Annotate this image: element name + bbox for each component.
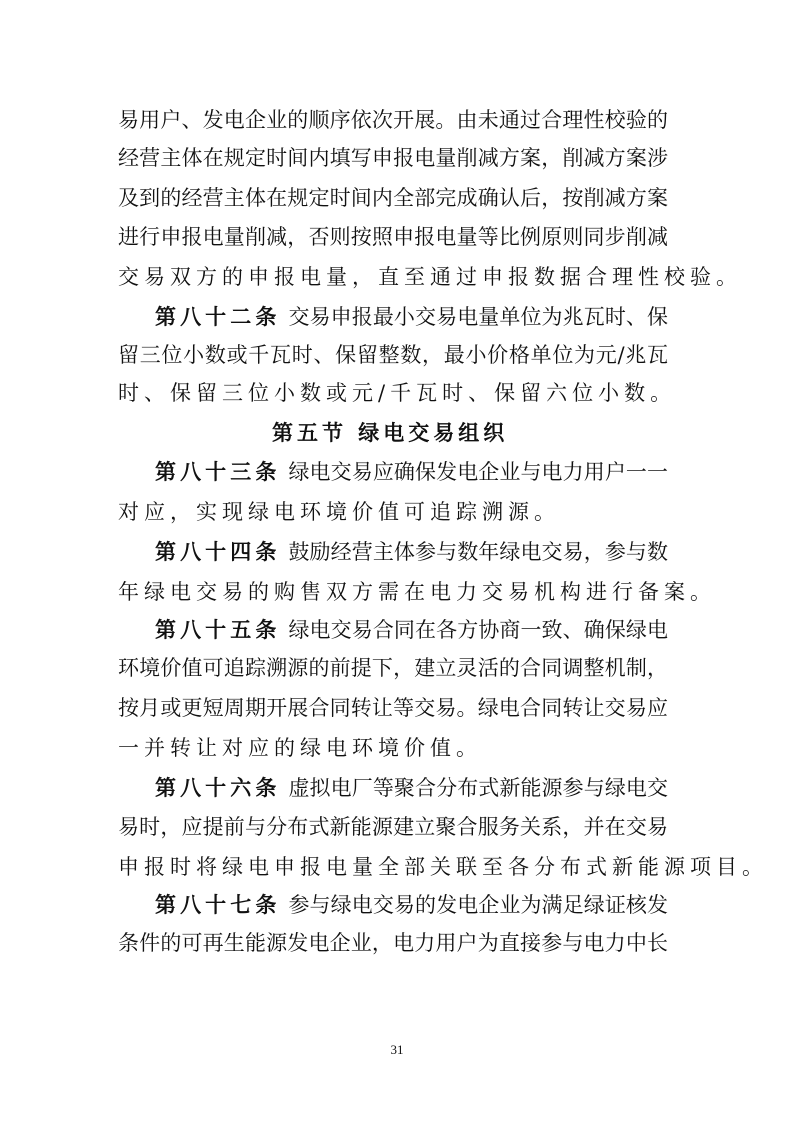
paragraph-line: 进行申报电量削减，否则按照申报电量等比例原则同步削减 bbox=[118, 225, 668, 249]
section-heading: 第五节 绿电交易组织 bbox=[272, 420, 509, 445]
article-text: 绿电交易应确保发电企业与电力用户一一 bbox=[288, 460, 669, 484]
paragraph-line: 一并转让对应的绿电环境价值。 bbox=[118, 736, 482, 760]
paragraph-line: 易时，应提前与分布式新能源建立聚合服务关系，并在交易 bbox=[118, 815, 668, 839]
paragraph-line: 年绿电交易的购售双方需在电力交易机构进行备案。 bbox=[118, 580, 716, 604]
paragraph-line: 留三位小数或千瓦时、保留整数，最小价格单位为元/兆瓦 bbox=[118, 343, 668, 367]
paragraph-line: 及到的经营主体在规定时间内全部完成确认后，按削减方案 bbox=[118, 186, 668, 210]
article-label: 第八十三条 bbox=[155, 459, 281, 484]
paragraph-line: 交易双方的申报电量，直至通过申报数据合理性校验。 bbox=[118, 265, 742, 289]
article-text: 参与绿电交易的发电企业为满足绿证核发 bbox=[288, 893, 669, 917]
article-text: 虚拟电厂等聚合分布式新能源参与绿电交 bbox=[288, 776, 669, 800]
article-82 bbox=[155, 302, 668, 332]
article-text: 鼓励经营主体参与数年绿电交易，参与数 bbox=[288, 540, 669, 564]
paragraph-line: 环境价值可追踪溯源的前提下，建立灵活的合同调整机制， bbox=[118, 656, 668, 680]
article-86 bbox=[155, 773, 668, 803]
article-label: 第八十四条 bbox=[155, 539, 281, 564]
article-83 bbox=[155, 457, 668, 487]
article-87 bbox=[155, 890, 668, 920]
paragraph-line: 按月或更短周期开展合同转让等交易。绿电合同转让交易应 bbox=[118, 696, 668, 720]
article-label: 第八十七条 bbox=[155, 892, 281, 917]
article-label: 第八十五条 bbox=[155, 617, 281, 642]
paragraph-line: 条件的可再生能源发电企业，电力用户为直接参与电力中长 bbox=[118, 931, 668, 955]
paragraph-line: 经营主体在规定时间内填写申报电量削减方案，削减方案涉 bbox=[118, 146, 668, 170]
article-label: 第八十二条 bbox=[155, 304, 281, 329]
article-label: 第八十六条 bbox=[155, 775, 281, 800]
paragraph-line: 申报时将绿电申报电量全部关联至各分布式新能源项目。 bbox=[118, 855, 768, 879]
page-number: 31 bbox=[390, 1042, 404, 1057]
paragraph-line: 时、保留三位小数或元/千瓦时、保留六位小数。 bbox=[118, 381, 677, 405]
article-text: 交易申报最小交易电量单位为兆瓦时、保 bbox=[288, 305, 669, 329]
article-84 bbox=[155, 537, 668, 567]
paragraph-line: 易用户、发电企业的顺序依次开展。由未通过合理性校验的 bbox=[118, 108, 668, 132]
paragraph-line: 对应，实现绿电环境价值可追踪溯源。 bbox=[118, 500, 560, 524]
article-85 bbox=[155, 615, 668, 645]
article-text: 绿电交易合同在各方协商一致、确保绿电 bbox=[288, 618, 669, 642]
